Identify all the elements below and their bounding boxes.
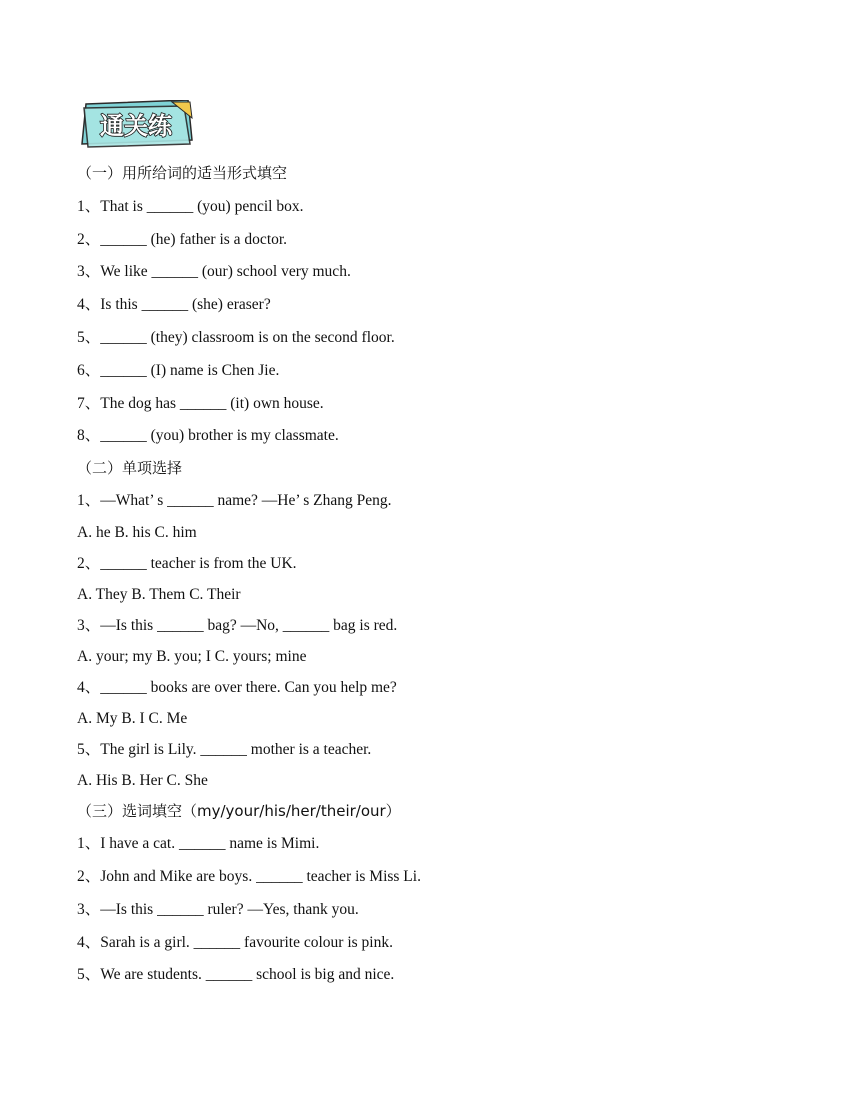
question-line: 5、The girl is Lily. ______ mother is a teacher. — [77, 741, 372, 758]
question-line: 2、______ teacher is from the UK. — [77, 555, 297, 572]
question-line: 8、______ (you) brother is my classmate. — [77, 427, 339, 444]
option-line: A. your; my B. you; I C. yours; mine — [77, 648, 307, 665]
section-heading: （二）单项选择 — [77, 459, 183, 477]
option-line: A. My B. I C. Me — [77, 710, 188, 727]
question-line: 1、I have a cat. ______ name is Mimi. — [77, 835, 320, 852]
option-line: A. They B. Them C. Their — [77, 586, 241, 603]
question-line: 3、—Is this ______ ruler? —Yes, thank you. — [77, 901, 359, 918]
question-line: 7、The dog has ______ (it) own house. — [77, 395, 324, 412]
badge-graphic — [80, 100, 194, 148]
question-line: 3、We like ______ (our) school very much. — [77, 263, 351, 280]
question-line: 1、—What’ s ______ name? —He’ s Zhang Peng. — [77, 492, 392, 509]
question-line: 6、______ (I) name is Chen Jie. — [77, 362, 280, 379]
question-line: 4、Sarah is a girl. ______ favourite colour is pink. — [77, 934, 393, 951]
question-line: 3、—Is this ______ bag? —No, ______ bag is red. — [77, 617, 398, 634]
question-line: 5、______ (they) classroom is on the second floor. — [77, 329, 395, 346]
question-line: 2、John and Mike are boys. ______ teacher is Miss Li. — [77, 868, 421, 885]
question-line: 1、That is ______ (you) pencil box. — [77, 198, 304, 215]
question-line: 4、______ books are over there. Can you help me? — [77, 679, 397, 696]
question-line: 4、Is this ______ (she) eraser? — [77, 296, 271, 313]
section-badge — [80, 100, 194, 148]
question-line: 2、______ (he) father is a doctor. — [77, 231, 288, 248]
question-line: 5、We are students. ______ school is big and nice. — [77, 966, 395, 983]
section-heading: （三）选词填空（my/your/his/her/their/our） — [77, 802, 401, 820]
badge-text: 通关练 — [100, 112, 172, 140]
option-line: A. he B. his C. him — [77, 524, 197, 541]
option-line: A. His B. Her C. She — [77, 772, 208, 789]
section-heading: （一）用所给词的适当形式填空 — [77, 164, 288, 182]
